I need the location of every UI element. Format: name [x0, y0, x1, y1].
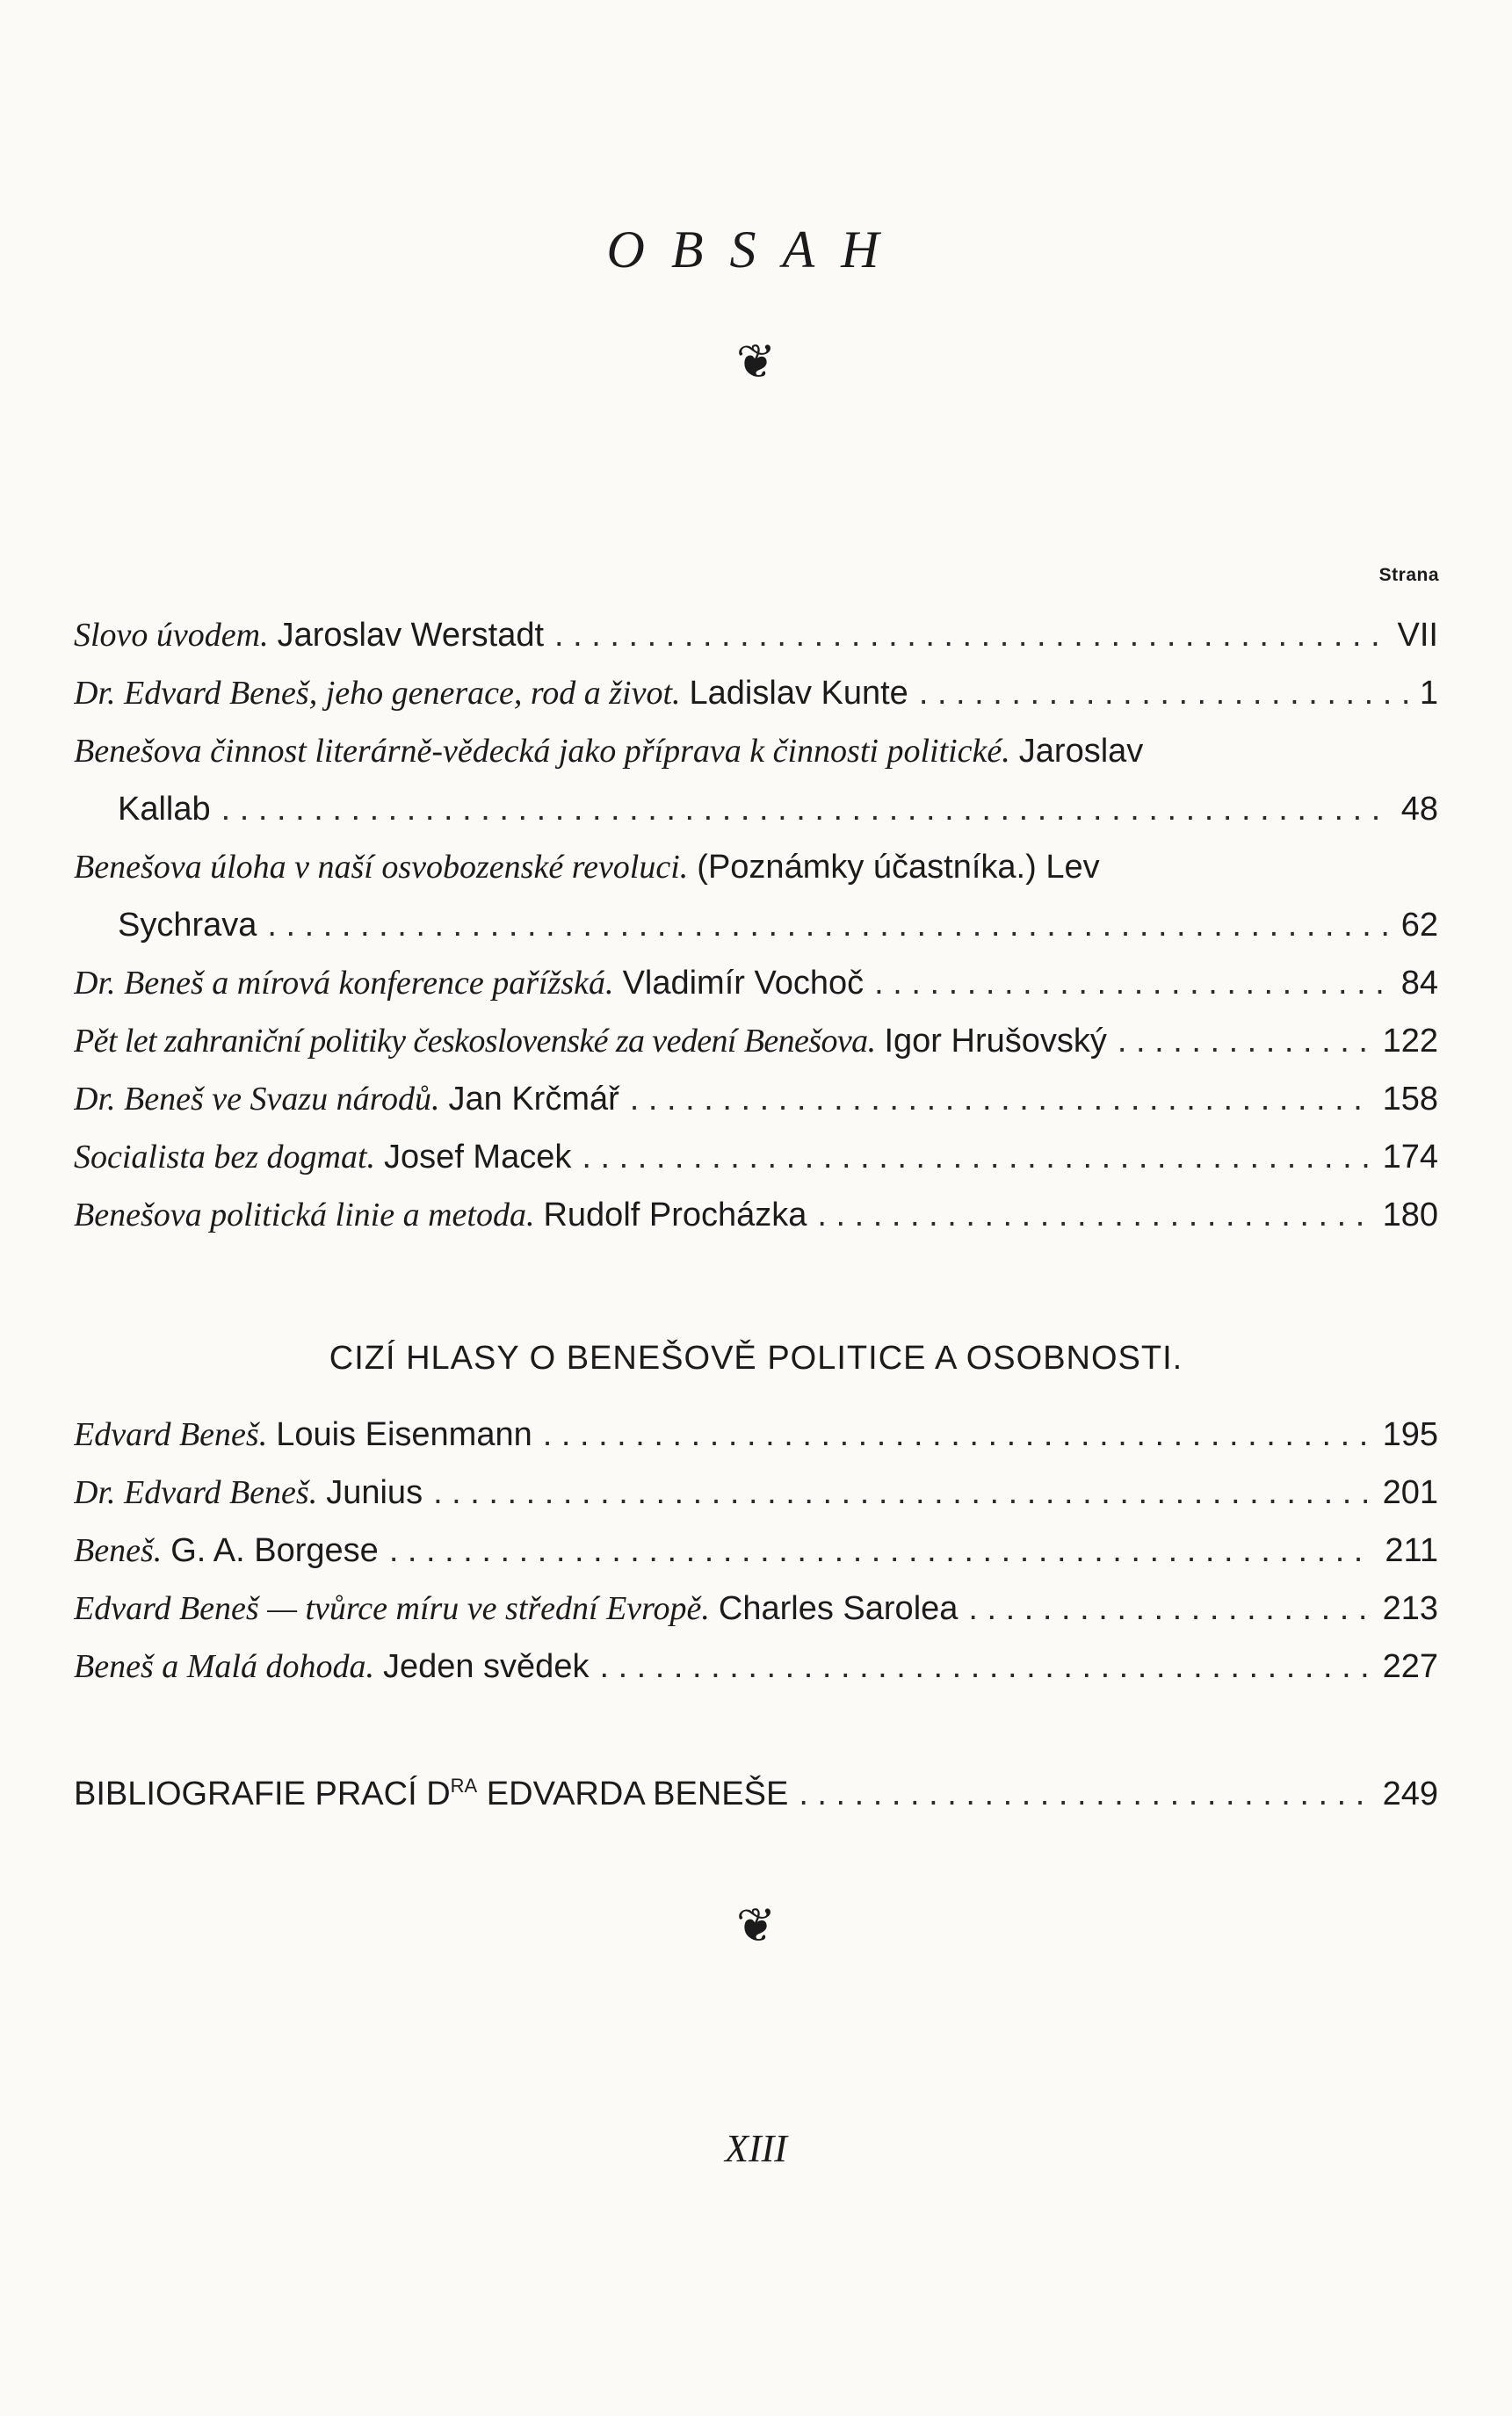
- toc-entry[interactable]: [74, 722, 1438, 780]
- toc-entry[interactable]: [74, 1757, 1438, 1815]
- leader-dots: [582, 1128, 1371, 1186]
- entry-title: Benešova politická linie a metoda.: [74, 1197, 535, 1233]
- leader-dots: [433, 1464, 1372, 1522]
- entry-author: G. A. Borgese: [170, 1532, 379, 1569]
- entry-title: Edvard Beneš — tvůrce míru ve střední Evropě.: [74, 1590, 710, 1627]
- entry-author: Rudolf Procházka: [543, 1197, 807, 1233]
- entry-author: Jaroslav: [1018, 733, 1144, 770]
- entry-title: Dr. Edvard Beneš.: [74, 1474, 318, 1511]
- toc-entry[interactable]: [74, 664, 1438, 722]
- toc-entry[interactable]: [74, 606, 1438, 664]
- bibliography-label-sup: RA: [450, 1775, 478, 1797]
- leader-dots: [799, 1765, 1371, 1815]
- entry-page: 195: [1382, 1416, 1438, 1453]
- leader-dots: [968, 1580, 1371, 1638]
- entry-author: Ladislav Kunte: [689, 675, 908, 712]
- entry-page: 122: [1382, 1023, 1438, 1060]
- leader-dots: [221, 780, 1391, 838]
- toc-foreign: [74, 1406, 1438, 1696]
- toc-entry[interactable]: [74, 1186, 1438, 1244]
- bibliography-label: [74, 1757, 788, 1815]
- entry-title: Beneš a Malá dohoda.: [74, 1648, 374, 1685]
- leader-dots: [630, 1070, 1372, 1128]
- page-column-header: Strana: [1378, 565, 1439, 585]
- entry-page: 201: [1382, 1474, 1438, 1511]
- entry-author: Igor Hrušovský: [884, 1023, 1107, 1060]
- leader-dots: [554, 606, 1387, 664]
- entry-title: Benešova úloha v naší osvobozenské revoluci.: [74, 849, 689, 886]
- bibliography-label-pre: BIBLIOGRAFIE PRACÍ D: [74, 1776, 451, 1812]
- entry-author: Vladimír Vochoč: [622, 965, 865, 1002]
- leader-dots: [267, 896, 1390, 954]
- entry-page: VII: [1397, 617, 1438, 654]
- entry-author: Junius: [326, 1474, 423, 1511]
- entry-page: 249: [1382, 1776, 1438, 1812]
- entry-author: Jeden svědek: [382, 1648, 590, 1685]
- entry-page: 174: [1382, 1139, 1438, 1175]
- entry-title: Dr. Beneš ve Svazu národů.: [74, 1081, 440, 1118]
- section-heading: CIZÍ HLASY O BENEŠOVĚ POLITICE A OSOBNOSTI.: [329, 1340, 1183, 1377]
- entry-page: 211: [1385, 1532, 1438, 1569]
- entry-title: Socialista bez dogmat.: [74, 1139, 376, 1175]
- entry-title: Pět let zahraniční politiky československé za vedení Benešova.: [74, 1023, 876, 1060]
- entry-page: 84: [1400, 965, 1438, 1002]
- entry-page: 180: [1382, 1197, 1438, 1233]
- entry-page: 227: [1382, 1648, 1438, 1685]
- toc-entry[interactable]: [74, 1012, 1438, 1070]
- entry-page: 1: [1419, 675, 1438, 712]
- leader-dots: [817, 1186, 1371, 1244]
- entry-title: Benešova činnost literárně-vědecká jako příprava k činnosti politické.: [74, 733, 1010, 770]
- toc-entry[interactable]: [74, 838, 1438, 896]
- entry-author-cont: Sychrava: [118, 907, 257, 944]
- toc-entry-continuation: [74, 896, 1438, 954]
- toc-entry[interactable]: [74, 1070, 1438, 1128]
- entry-author: Jan Krčmář: [448, 1081, 619, 1118]
- entry-author: (Poznámky účastníka.) Lev: [697, 849, 1100, 886]
- entry-page: 213: [1382, 1590, 1438, 1627]
- page-title: OBSAH: [606, 221, 906, 278]
- leader-dots: [389, 1522, 1375, 1580]
- toc-entry-continuation: [74, 780, 1438, 838]
- entry-author: Charles Sarolea: [718, 1590, 959, 1627]
- toc-bibliography: [74, 1757, 1438, 1815]
- leader-dots: [874, 954, 1391, 1012]
- leader-dots: [543, 1406, 1372, 1464]
- bibliography-label-post: EDVARDA BENEŠE: [477, 1776, 789, 1812]
- toc-entry[interactable]: [74, 1638, 1438, 1696]
- fleuron-top-icon: ❦: [735, 334, 777, 389]
- entry-author: Josef Macek: [384, 1139, 572, 1175]
- toc-entry[interactable]: [74, 1406, 1438, 1464]
- toc-entry[interactable]: [74, 1522, 1438, 1580]
- toc-entry[interactable]: [74, 1464, 1438, 1522]
- toc-entry[interactable]: [74, 954, 1438, 1012]
- toc-entry[interactable]: [74, 1128, 1438, 1186]
- entry-author: Louis Eisenmann: [276, 1416, 532, 1453]
- entry-title: Edvard Beneš.: [74, 1416, 268, 1453]
- fleuron-bottom-icon: ❦: [735, 1898, 777, 1953]
- toc-main: [74, 606, 1438, 1244]
- entry-author-cont: Kallab: [118, 791, 211, 828]
- entry-title: Beneš.: [74, 1532, 163, 1569]
- leader-dots: [1118, 1012, 1372, 1070]
- entry-page: 62: [1400, 907, 1438, 944]
- toc-entry[interactable]: [74, 1580, 1438, 1638]
- entry-title: Dr. Edvard Beneš, jeho generace, rod a život.: [74, 675, 681, 712]
- entry-page: 48: [1400, 791, 1438, 828]
- leader-dots: [599, 1638, 1371, 1696]
- page-number: XIII: [725, 2127, 787, 2170]
- leader-dots: [919, 664, 1409, 722]
- entry-author: Jaroslav Werstadt: [277, 617, 545, 654]
- entry-page: 158: [1382, 1081, 1438, 1118]
- entry-title: Slovo úvodem.: [74, 617, 269, 654]
- entry-title: Dr. Beneš a mírová konference pařížská.: [74, 965, 614, 1002]
